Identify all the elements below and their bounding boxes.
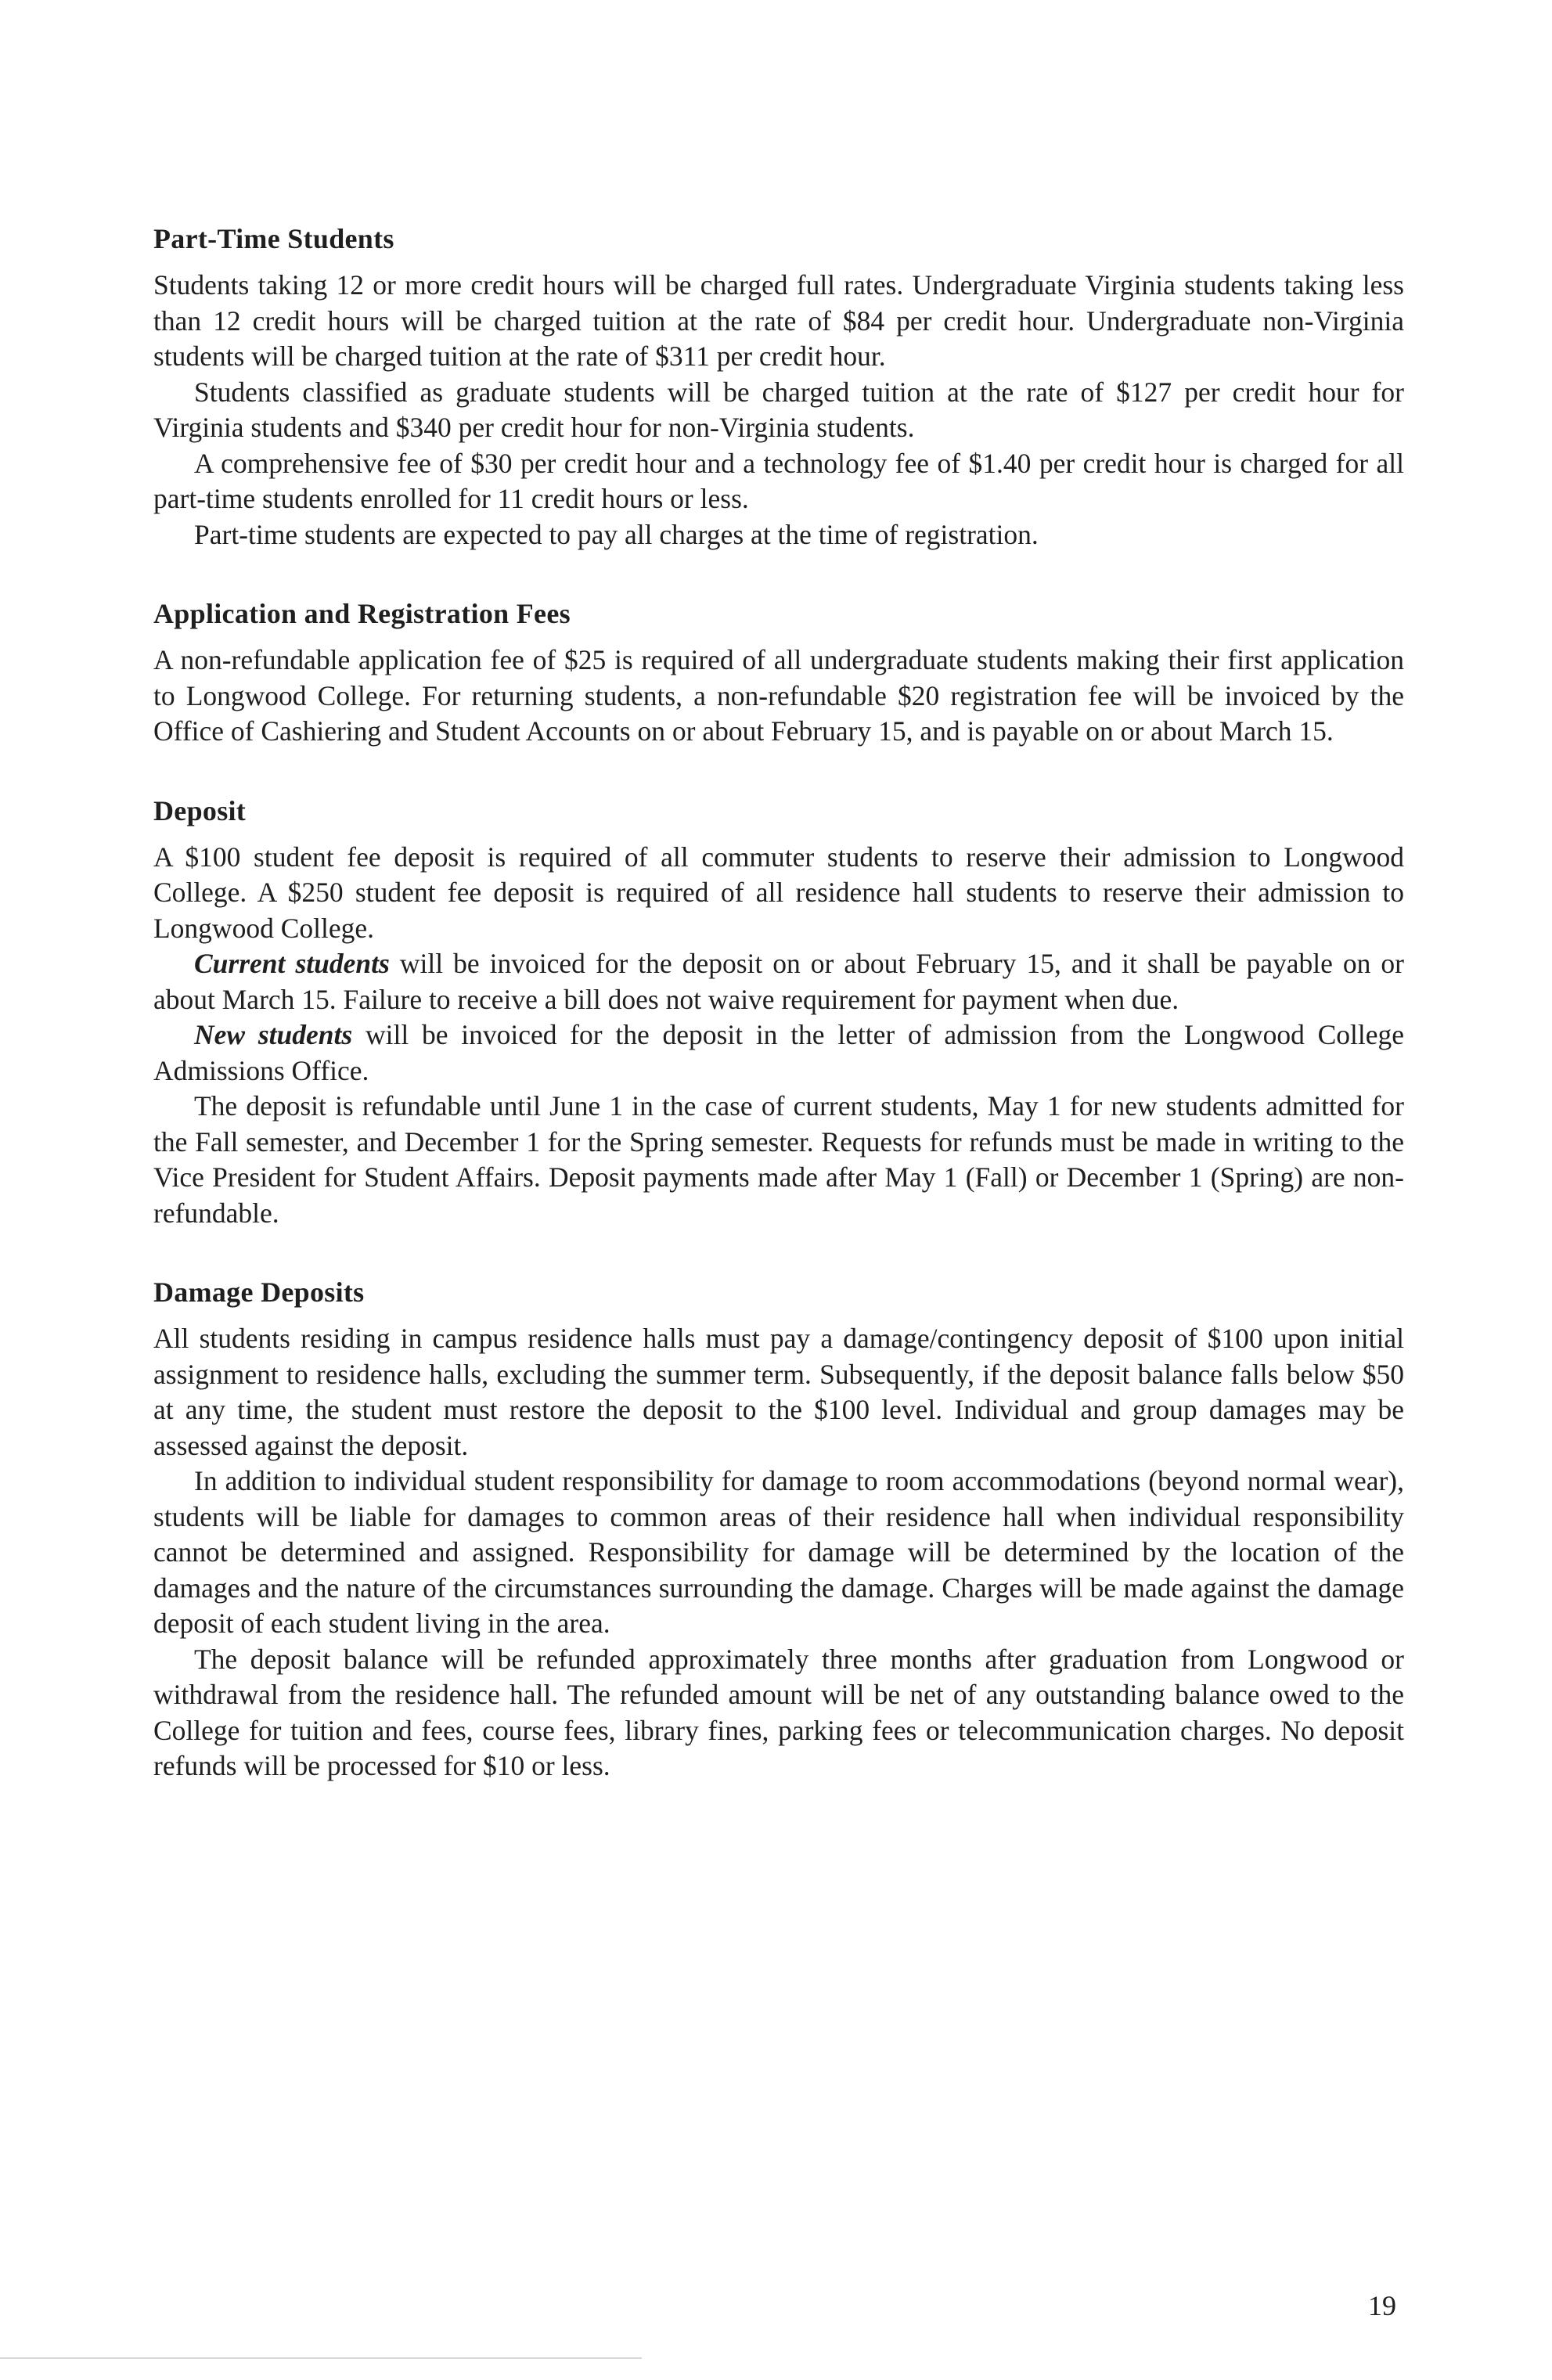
paragraph: The deposit is refundable until June 1 in the case of current students, May 1 for new students admitted for the Fall semester, and December 1 for the Spring semester. Requests for refunds must be made in writing to the Vice President for Student Affairs. Deposit payments made after May 1 (Fall) or December 1 (Spring) are non-refundable. xyxy=(153,1090,1404,1229)
section-heading: Application and Registration Fees xyxy=(153,598,571,629)
section-heading: Damage Deposits xyxy=(153,1276,365,1308)
paragraph: A $100 student fee deposit is required of all commuter students to reserve their admission to Longwood College. A $250 student fee deposit is required of all residence hall students to reserve their admission to Longwood College. xyxy=(153,841,1404,944)
paragraph: All students residing in campus residence halls must pay a damage/contingency deposit of $100 upon initial assignment to residence halls, excluding the summer term. Subsequently, if the deposit balance falls below $50 at any time, the student must restore the deposit to the $100 level. Individual and group damages may be assessed against the deposit. xyxy=(153,1323,1404,1461)
paragraph-current-students xyxy=(153,946,1404,1017)
paragraph: Part-time students are expected to pay all charges at the time of registration. xyxy=(194,518,1039,550)
page-number: 19 xyxy=(1368,2290,1396,2321)
section-heading: Deposit xyxy=(153,794,247,826)
section-heading: Part-Time Students xyxy=(153,223,394,254)
paragraph-text: will be invoiced for the deposit on or about February 15, and it shall be payable on or about March 15. Failure to receive a bill does not waive requirement for payment when due. xyxy=(153,948,1405,1015)
page-content xyxy=(153,221,1404,1784)
section-application-registration-fees xyxy=(153,596,1404,750)
paragraph: The deposit balance will be refunded approximately three months after graduation from Longwood or withdrawal from the residence hall. The refunded amount will be net of any outstanding balance owed to the College for tuition and fees, course fees, library fines, parking fees or telecommunication charges. No deposit refunds will be processed for $10 or less. xyxy=(153,1643,1404,1781)
section-damage-deposits xyxy=(153,1274,1404,1784)
scan-edge-divider xyxy=(0,2357,642,2359)
paragraph-text: will be invoiced for the deposit in the letter of admission from the Longwood College Admissions Office. xyxy=(153,1019,1404,1086)
paragraph-new-students xyxy=(153,1017,1404,1089)
paragraph: Students taking 12 or more credit hours will be charged full rates. Undergraduate Virginia students taking less than 12 credit hours will be charged tuition at the rate of $84 per credit hour. Undergraduate non-Virginia students will be charged tuition at the rate of $311 per credit hour. xyxy=(153,269,1404,372)
section-part-time-students xyxy=(153,221,1404,553)
paragraph: A comprehensive fee of $30 per credit hour and a technology fee of $1.40 per credit hour is charged for all part-time students enrolled for 11 credit hours or less. xyxy=(153,447,1404,514)
paragraph: A non-refundable application fee of $25 is required of all undergraduate students making their first application to Longwood College. For returning students, a non-refundable $20 registration fee will be invoiced by the Office of Cashiering and Student Accounts on or about February 15, and is payable on or about March 15. xyxy=(153,644,1404,747)
lead-current-students: Current students xyxy=(194,948,390,979)
paragraph: Students classified as graduate students will be charged tuition at the rate of $127 per credit hour for Virginia students and $340 per credit hour for non-Virginia students. xyxy=(153,376,1404,443)
paragraph: In addition to individual student responsibility for damage to room accommodations (beyond normal wear), students will be liable for damages to common areas of their residence hall when individual responsibility cannot be determined and assigned. Responsibility for damage will be determined by the location of the damages and the nature of the circumstances surrounding the damage. Charges will be made against the damage deposit of each student living in the area. xyxy=(153,1465,1404,1639)
lead-new-students: New students xyxy=(194,1019,353,1050)
section-deposit xyxy=(153,793,1404,1232)
